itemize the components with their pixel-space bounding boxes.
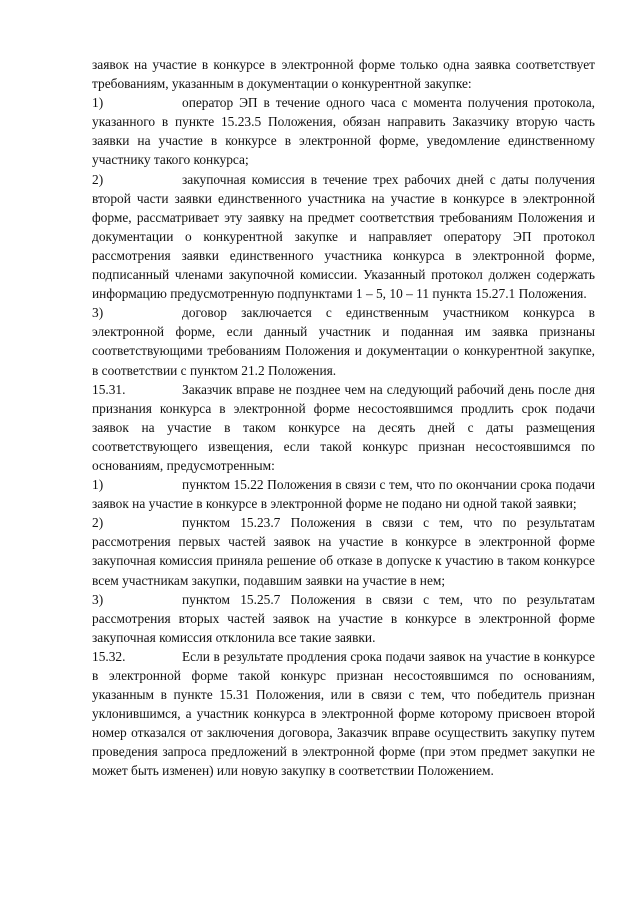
item-text: пунктом 15.25.7 Положения в связи с тем, что по результатам рассмотрения вторых частей заявок на участие в конкурсе в электронной форме закупочная комиссия отклонила все такие заявки. <box>92 591 595 645</box>
clause-text: Заказчик вправе не позднее чем на следующий рабочий день после дня признания конкурса в электронной форме несостоявшимся продлить срок подачи заявок на участие в таком конкурсе на десять дней с даты размещения соответствующего извещения, если такой конкурс признан несостоявшимся по основаниям, предусмотренным: <box>92 381 595 473</box>
clause-text: Если в результате продления срока подачи заявок на участие в конкурсе в электронной форме такой конкурс признан несостоявшимся по основаниям, указанным в пункте 15.31 Положения, или в связи с тем, что победитель признан уклонившимся, а участник конкурса в электронной форме которому присвоен второй номер отказался от заключения договора, Заказчик вправе осуществить закупку путем проведения запроса предложений в электронной форме (при этом предмет закупки не может быть изменен) или новую закупку в соответствии Положением. <box>92 648 595 779</box>
item-text: закупочная комиссия в течение трех рабочих дней с даты получения второй части заявки единственного участника на участие в конкурсе в электронной форме, рассматривает эту заявку на предмет соответствия требованиям Положения и документации о конкурентной закупке и направляет оператору ЭП протокол рассмотрения заявки единственного участника конкурса в электронной форме, подписанный членами закупочной комиссии. Указанный протокол должен содержать информацию предусмотренную подпунктами 1 – 5, 10 – 11 пункта 15.27.1 Положения. <box>92 171 595 302</box>
list-item <box>92 590 595 647</box>
clause-15-32 <box>92 647 595 781</box>
list-item <box>92 475 595 513</box>
document-page <box>92 55 595 781</box>
item-number: 2) <box>92 515 104 531</box>
clause-15-31 <box>92 380 595 475</box>
item-text: пунктом 15.22 Положения в связи с тем, что по окончании срока подачи заявок на участие в конкурсе в электронной форме не подано ни одной такой заявки; <box>92 477 595 512</box>
item-text: пунктом 15.23.7 Положения в связи с тем, что по результатам рассмотрения первых частей заявок на участие в конкурсе в электронной форме закупочная комиссия приняла решение об отказе в допуске к участию в таком конкурсе всем участникам закупки, подавшим заявки на участие в нем; <box>92 515 595 588</box>
item-number: 1) <box>92 477 104 493</box>
list-item <box>92 513 595 589</box>
item-text: оператор ЭП в течение одного часа с момента получения протокола, указанного в пункте 15.23.5 Положения, обязан направить Заказчику вторую часть заявки на участие в конкурсе в электронной форме, уведомление единственному участнику такого конкурса; <box>92 95 595 168</box>
item-text: договор заключается с единственным участником конкурса в электронной форме, если данный участник и поданная им заявка признаны соответствующими требованиям Положения и документации о конкурентной закупке, в соответствии с пунктом 21.2 Положения. <box>92 305 595 378</box>
clause-number: 15.32. <box>92 648 126 664</box>
list-item <box>92 303 595 379</box>
list-item <box>92 93 595 169</box>
item-number: 1) <box>92 95 104 111</box>
item-number: 3) <box>92 591 104 607</box>
intro-paragraph: заявок на участие в конкурсе в электронной форме только одна заявка соответствует требованиям, указанным в документации о конкурентной закупке: <box>92 57 595 92</box>
item-number: 3) <box>92 305 104 321</box>
clause-number: 15.31. <box>92 381 126 397</box>
list-item <box>92 170 595 304</box>
item-number: 2) <box>92 171 104 187</box>
